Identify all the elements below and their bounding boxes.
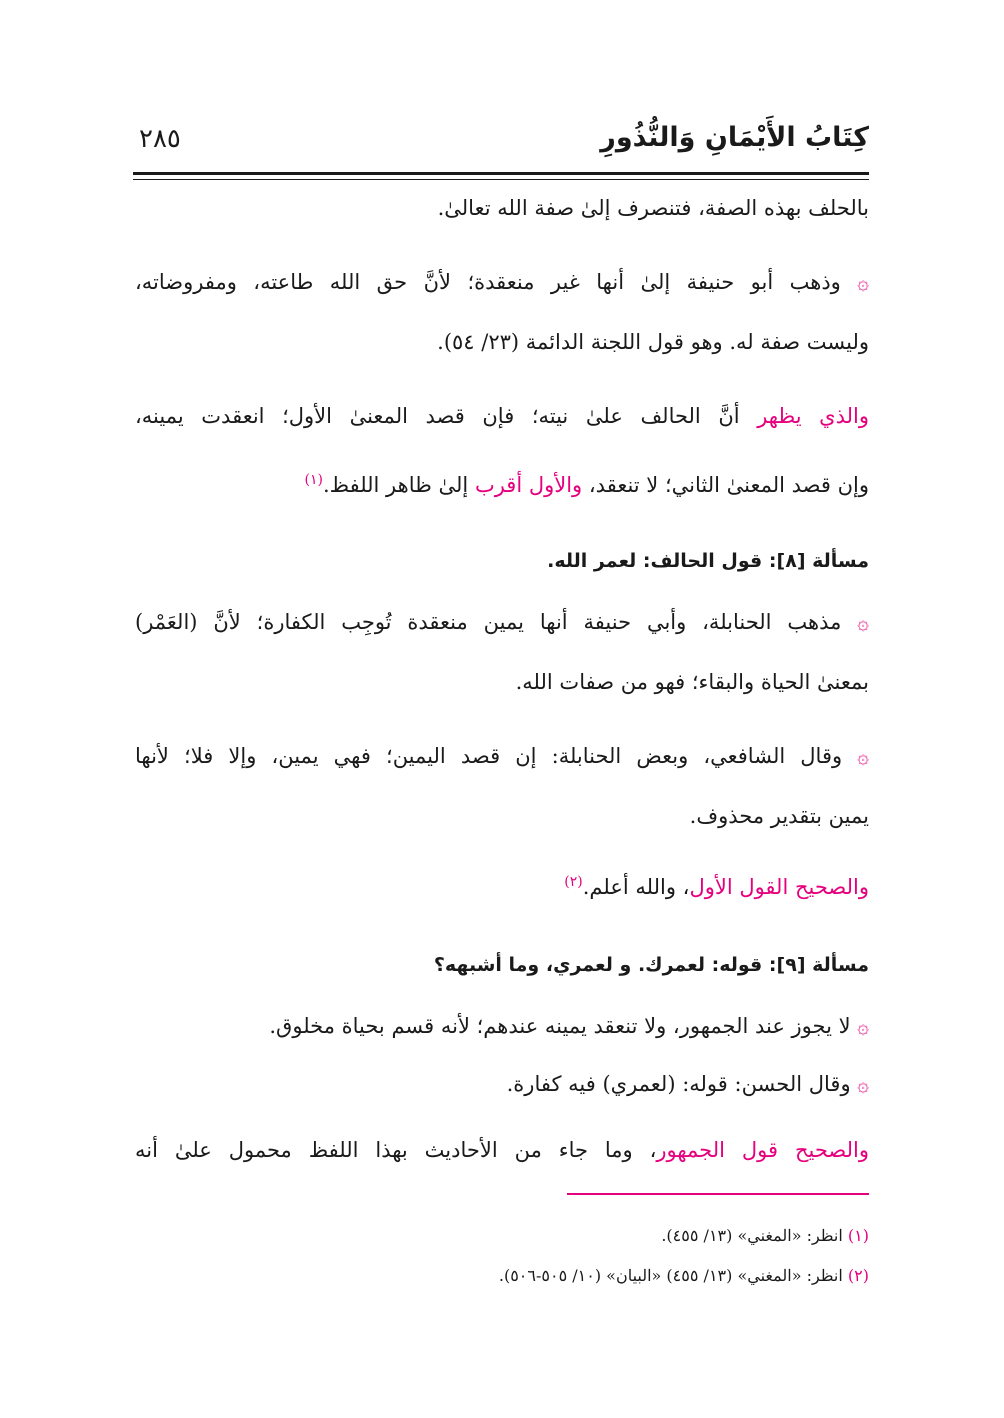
line-text: يمين بتقدير محذوف. [689,804,869,828]
question-label: مسألة [٨]: [768,550,869,572]
footnote-number: (١) [847,1226,869,1245]
footnote [661,1222,869,1250]
text-line [135,1130,869,1170]
text-line [135,396,869,436]
text-line [564,862,869,907]
highlight-text: والصحيح القول الأول [689,875,869,899]
flower-bullet-icon: ۞ [857,610,869,634]
footnote-ref: (٢) [564,874,583,890]
line-text: وقال الحسن: قوله: (لعمري) فيه كفارة. [506,1072,851,1096]
text-line [438,188,869,228]
text-line [305,460,870,505]
question-title: قول الحالف: لعمر الله. [547,550,763,572]
section-heading [434,944,869,985]
footnote-number: (٢) [847,1266,869,1285]
highlight-text: والذي يظهر [757,404,869,428]
question-label: مسألة [٩]: [768,954,869,976]
line-text: وإن قصد المعنىٰ الثاني؛ لا تنعقد، [588,473,869,497]
flower-bullet-icon: ۞ [857,270,869,294]
text-line [437,322,869,362]
page-header [133,118,869,174]
highlight-text: والأول أقرب [474,473,583,497]
running-title: كِتَابُ الأَيْمَانِ وَالنُّذُورِ [600,122,869,153]
question-title: قوله: لعمرك. و لعمري، وما أشبهه؟ [433,954,763,976]
header-rule-thin [133,179,869,180]
footnote-text: انظر: «المغني» (١٣/ ٤٥٥) «البيان» (١٠/ ٥٠٥-٥٠٦). [498,1266,843,1285]
text-line [135,262,869,302]
text-line [135,602,869,642]
footnote-rule [567,1193,869,1195]
line-text: إلىٰ ظاهر اللفظ. [322,473,469,497]
section-heading [547,540,869,581]
line-text: وليست صفة له. وهو قول اللجنة الدائمة (٢٣/ ٥٤). [437,330,869,354]
line-text: ، وما جاء من الأحاديث بهذا اللفظ محمول علىٰ أنه [135,1138,657,1162]
flower-bullet-icon: ۞ [857,1014,869,1038]
text-line [690,796,869,836]
line-text: أنَّ الحالف علىٰ نيته؛ فإن قصد المعنىٰ الأول؛ انعقدت يمينه، [135,404,740,428]
line-text: وقال الشافعي، وبعض الحنابلة: إن قصد اليمين؛ فهي يمين، وإلا فلا؛ لأنها [135,744,843,768]
highlight-text: والصحيح قول الجمهور [656,1138,869,1162]
line-text: لا يجوز عند الجمهور، ولا تنعقد يمينه عندهم؛ لأنه قسم بحياة مخلوق. [269,1014,851,1038]
text-line [269,1006,869,1046]
page-number: ٢٨٥ [139,124,181,154]
text-line [507,1064,869,1104]
footnote [499,1262,869,1290]
line-text: وذهب أبو حنيفة إلىٰ أنها غير منعقدة؛ لأنَّ حق الله طاعته، ومفروضاته، [135,270,841,294]
line-text: بمعنىٰ الحياة والبقاء؛ فهو من صفات الله. [515,670,869,694]
footnote-text: انظر: «المغني» (١٣/ ٤٥٥). [661,1226,843,1245]
line-text: مذهب الحنابلة، وأبي حنيفة أنها يمين منعقدة تُوجِب الكفارة؛ لأنَّ (العَمْر) [135,610,842,634]
flower-bullet-icon: ۞ [857,1072,869,1096]
header-rule-thick [133,172,869,175]
flower-bullet-icon: ۞ [857,744,869,768]
line-text: بالحلف بهذه الصفة، فتنصرف إلىٰ صفة الله تعالىٰ. [437,196,869,220]
line-text: ، والله أعلم. [582,875,690,899]
footnote-ref: (١) [304,472,323,488]
text-line [516,662,869,702]
text-line [135,736,869,776]
